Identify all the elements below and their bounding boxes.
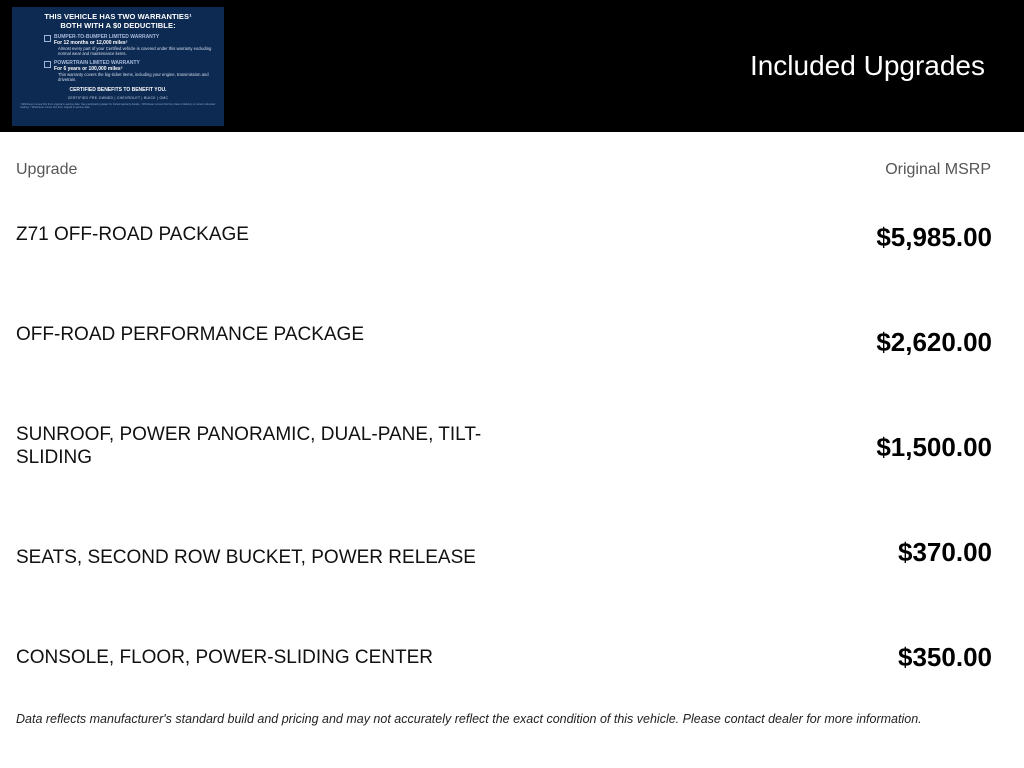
banner-fine-print: ¹ Whichever comes first from original in-service date. See participating dealer for limited warranty details. ² Whichever comes first from date of delivery or current odometer reading. ³ Whichever comes first from original in-service date. (20, 103, 216, 109)
banner-warranty-item: POWERTRAIN LIMITED WARRANTY For 6 years or 100,000 miles³ This warranty covers the big-ticket items, including your engine, transmission and drivetrain. (20, 60, 216, 82)
upgrade-price: $350.00 (898, 642, 992, 672)
upgrade-price: $1,500.00 (876, 432, 992, 462)
page-title: Included Upgrades (749, 50, 985, 81)
brand-logos: CERTIFIED PRE-OWNED | CHEVROLET | BUICK | GMC (67, 96, 169, 100)
upgrade-name: OFF-ROAD PERFORMANCE PACKAGE (16, 324, 365, 345)
upgrade-name: Z71 OFF-ROAD PACKAGE (16, 224, 249, 245)
upgrade-price: $370.00 (898, 537, 992, 567)
banner-warranty-item: BUMPER-TO-BUMPER LIMITED WARRANTY For 12 months or 12,000 miles² Almost every part of your Certified vehicle is covered under this warranty excluding normal wear and maintenance items. (20, 34, 216, 56)
checkbox-icon (44, 35, 51, 42)
column-header-upgrade: Upgrade (16, 161, 78, 178)
upgrade-name: SEATS, SECOND ROW BUCKET, POWER RELEASE (16, 547, 476, 568)
banner-title: THIS VEHICLE HAS TWO WARRANTIES¹ BOTH WITH A $0 DEDUCTIBLE: (44, 12, 192, 30)
upgrade-name: SUNROOF, POWER PANORAMIC, DUAL-PANE, TILT-SLIDING (16, 424, 482, 468)
warranty-banner-image (12, 7, 224, 126)
column-header-msrp: Original MSRP (885, 161, 991, 178)
disclaimer-text: Data reflects manufacturer's standard build and pricing and may not accurately reflect the exact condition of this vehicle. Please contact dealer for more information. (16, 712, 922, 726)
header-bar (0, 0, 1024, 132)
upgrade-price: $5,985.00 (876, 222, 992, 252)
checkbox-icon (44, 61, 51, 68)
upgrade-price: $2,620.00 (876, 327, 992, 357)
banner-cta: CERTIFIED BENEFITS TO BENEFIT YOU. (69, 87, 167, 93)
upgrade-name: CONSOLE, FLOOR, POWER-SLIDING CENTER (16, 647, 433, 668)
